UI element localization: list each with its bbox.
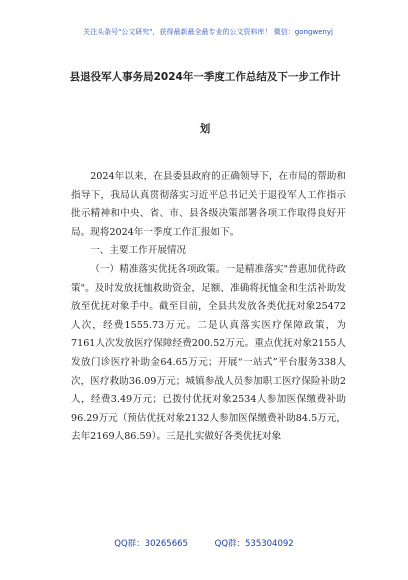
document-title-line-2: 划: [199, 123, 211, 135]
qq-group-1: QQ群：30265665: [114, 539, 188, 549]
intro-paragraph: 2024年以来，在县委县政府的正确领导下，在市局的帮助和指导下，我局认真贯彻落实习近平总书记关于退役军人工作指示批示精神和中央、省、市、县各级决策部署各项工作取得良好开局。现将2024年一季度工作汇报如下。: [71, 171, 346, 238]
document-body: [71, 168, 346, 447]
footer-contact: [0, 537, 408, 549]
document-title-line-1: 县退役军人事务局2024年一季度工作总结及下一步工作计: [69, 71, 341, 83]
watermark-header: 关注头条号"公文研究"，获得最新最全最专业的公文资料库！ 微信：gongwenyj: [83, 28, 333, 36]
section-heading: 一、主要工作开展情况: [90, 245, 187, 257]
body-paragraph: （一）精准落实优抚各项政策。一是精准落实"普惠加优待政策"。及时发放抚恤救助资金，足额、准确将抚恤金和生活补助发放至优抚对象手中。截至目前，全县共发放各类优抚对象25472人次，经费1555.73万元。二是认真落实医疗保障政策，为7161人次发放医疗保障经费200.52万元。重点优抚对象2155人发放门诊医疗补助金64.65万元；开展“一站式”平台服务338人次，医疗救助36.09万元；城镇参战人员参加职工医疗保险补助2人，经费3.49万元；已拨付优抚对象2534人参加医保缴费补助96.29万元（预估优抚对象2132人参加医保缴费补助84.5万元，去年2169人86.59）。三是扎实做好各类优抚对象: [71, 263, 346, 443]
qq-group-2: QQ群：535304092: [214, 539, 294, 549]
